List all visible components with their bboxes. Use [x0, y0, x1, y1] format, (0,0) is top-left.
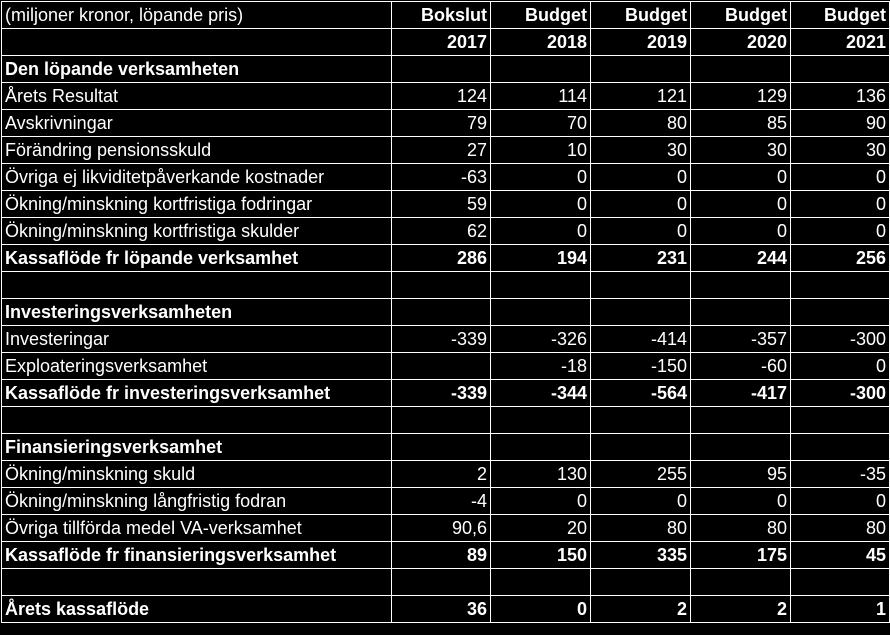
cell-value: -417 [691, 380, 791, 407]
cell-value: 130 [491, 461, 591, 488]
cell-value [691, 299, 791, 326]
table-row [2, 380, 890, 407]
table-row [2, 164, 890, 191]
column-label: Budget [791, 2, 890, 29]
cashflow-table [1, 1, 890, 623]
cell-value [791, 434, 890, 461]
row-label: Förändring pensionsskuld [2, 137, 392, 164]
cell-value [791, 569, 890, 596]
row-label [2, 272, 392, 299]
cell-value: 10 [491, 137, 591, 164]
row-label: Ökning/minskning kortfristiga fodringar [2, 191, 392, 218]
row-label: Kassaflöde fr finansieringsverksamhet [2, 542, 392, 569]
table-row [2, 56, 890, 83]
cell-value: 2 [591, 596, 691, 623]
cell-value: -339 [392, 380, 491, 407]
cell-value: 0 [491, 488, 591, 515]
cell-value: -300 [791, 380, 890, 407]
column-label: Budget [491, 2, 591, 29]
cell-value: 194 [491, 245, 591, 272]
cell-value: 80 [691, 515, 791, 542]
row-label: Övriga tillförda medel VA-verksamhet [2, 515, 392, 542]
cell-value: 0 [491, 164, 591, 191]
cell-value [591, 272, 691, 299]
cell-value: 0 [791, 353, 890, 380]
cell-value: 175 [691, 542, 791, 569]
cell-value: -344 [491, 380, 591, 407]
table-row [2, 191, 890, 218]
cell-value [591, 299, 691, 326]
row-label: Finansieringsverksamhet [2, 434, 392, 461]
cell-value: 0 [791, 164, 890, 191]
cell-value: 20 [491, 515, 591, 542]
cell-value: 0 [691, 488, 791, 515]
cell-value: 90 [791, 110, 890, 137]
table-row [2, 488, 890, 515]
cell-value: 0 [791, 218, 890, 245]
table-row [2, 461, 890, 488]
cell-value: 231 [591, 245, 691, 272]
cell-value: 0 [791, 488, 890, 515]
table-row [2, 434, 890, 461]
cell-value: 30 [691, 137, 791, 164]
cell-value: 2 [691, 596, 791, 623]
cell-value [392, 353, 491, 380]
table-row [2, 110, 890, 137]
header-spacer [2, 29, 392, 56]
cell-value: -18 [491, 353, 591, 380]
table-row [2, 245, 890, 272]
table-body [2, 56, 890, 623]
cell-value [691, 407, 791, 434]
cell-value: 286 [392, 245, 491, 272]
row-label: Kassaflöde fr investeringsverksamhet [2, 380, 392, 407]
cell-value [392, 299, 491, 326]
cell-value: 114 [491, 83, 591, 110]
cell-value: 0 [591, 191, 691, 218]
table-caption: (miljoner kronor, löpande pris) [2, 2, 392, 29]
table-row [2, 542, 890, 569]
cell-value: 62 [392, 218, 491, 245]
cell-value: -357 [691, 326, 791, 353]
cell-value [791, 299, 890, 326]
cell-value: 89 [392, 542, 491, 569]
row-label: Ökning/minskning kortfristiga skulder [2, 218, 392, 245]
column-year: 2018 [491, 29, 591, 56]
cell-value: -339 [392, 326, 491, 353]
cell-value: 80 [791, 515, 890, 542]
cell-value [392, 569, 491, 596]
row-label: Ökning/minskning långfristig fodran [2, 488, 392, 515]
row-label: Investeringar [2, 326, 392, 353]
cell-value: 121 [591, 83, 691, 110]
cell-value: -150 [591, 353, 691, 380]
cell-value [392, 434, 491, 461]
cell-value: 0 [491, 218, 591, 245]
cell-value [392, 272, 491, 299]
cell-value: 0 [591, 164, 691, 191]
cell-value: 80 [591, 515, 691, 542]
cell-value [591, 434, 691, 461]
cell-value: 124 [392, 83, 491, 110]
cell-value [491, 569, 591, 596]
table-row [2, 299, 890, 326]
column-year: 2021 [791, 29, 890, 56]
cell-value: -326 [491, 326, 591, 353]
cell-value: 80 [591, 110, 691, 137]
table-row [2, 137, 890, 164]
cell-value: -564 [591, 380, 691, 407]
table-row [2, 326, 890, 353]
cell-value [691, 272, 791, 299]
cell-value [392, 56, 491, 83]
row-label: Kassaflöde fr löpande verksamhet [2, 245, 392, 272]
cell-value [591, 56, 691, 83]
cell-value: 136 [791, 83, 890, 110]
cell-value: 30 [591, 137, 691, 164]
table-row [2, 515, 890, 542]
cell-value: 95 [691, 461, 791, 488]
table-row [2, 407, 890, 434]
row-label: Årets kassaflöde [2, 596, 392, 623]
cell-value: 45 [791, 542, 890, 569]
column-year: 2020 [691, 29, 791, 56]
column-year: 2017 [392, 29, 491, 56]
row-label: Exploateringsverksamhet [2, 353, 392, 380]
table-row [2, 596, 890, 623]
cell-value: 0 [491, 596, 591, 623]
cell-value [392, 407, 491, 434]
cell-value: 90,6 [392, 515, 491, 542]
row-label: Avskrivningar [2, 110, 392, 137]
cell-value [691, 569, 791, 596]
cell-value [491, 272, 591, 299]
cell-value [691, 56, 791, 83]
cell-value: -60 [691, 353, 791, 380]
cell-value: 255 [591, 461, 691, 488]
cell-value: 36 [392, 596, 491, 623]
cell-value: -414 [591, 326, 691, 353]
column-label: Budget [591, 2, 691, 29]
cell-value: 0 [491, 191, 591, 218]
column-year: 2019 [591, 29, 691, 56]
cell-value: 1 [791, 596, 890, 623]
cell-value: 70 [491, 110, 591, 137]
row-label: Investeringsverksamheten [2, 299, 392, 326]
cell-value: 85 [691, 110, 791, 137]
cell-value [491, 407, 591, 434]
cell-value: 129 [691, 83, 791, 110]
row-label: Övriga ej likviditetpåverkande kostnader [2, 164, 392, 191]
cell-value [491, 299, 591, 326]
cell-value: 0 [691, 191, 791, 218]
cell-value: 150 [491, 542, 591, 569]
cell-value: 335 [591, 542, 691, 569]
cell-value: -63 [392, 164, 491, 191]
table-row [2, 83, 890, 110]
cell-value: 30 [791, 137, 890, 164]
cell-value [691, 434, 791, 461]
cell-value [491, 434, 591, 461]
cell-value: -35 [791, 461, 890, 488]
cell-value: 0 [591, 218, 691, 245]
cell-value [791, 407, 890, 434]
row-label [2, 407, 392, 434]
header-row-labels [2, 2, 890, 29]
cell-value: 0 [591, 488, 691, 515]
table-row [2, 353, 890, 380]
table-row [2, 218, 890, 245]
cell-value: 0 [691, 164, 791, 191]
row-label: Den löpande verksamheten [2, 56, 392, 83]
cell-value [791, 272, 890, 299]
cell-value: 79 [392, 110, 491, 137]
row-label: Årets Resultat [2, 83, 392, 110]
cell-value: 59 [392, 191, 491, 218]
table-row [2, 272, 890, 299]
cell-value: 256 [791, 245, 890, 272]
cell-value: -300 [791, 326, 890, 353]
cell-value: 244 [691, 245, 791, 272]
cell-value: 2 [392, 461, 491, 488]
cell-value: 0 [691, 218, 791, 245]
row-label: Ökning/minskning skuld [2, 461, 392, 488]
column-label: Budget [691, 2, 791, 29]
header-row-years [2, 29, 890, 56]
cell-value [591, 569, 691, 596]
cell-value: -4 [392, 488, 491, 515]
cell-value: 27 [392, 137, 491, 164]
row-label [2, 569, 392, 596]
table-row [2, 569, 890, 596]
cell-value [591, 407, 691, 434]
column-label: Bokslut [392, 2, 491, 29]
cell-value [491, 56, 591, 83]
cell-value [791, 56, 890, 83]
cell-value: 0 [791, 191, 890, 218]
